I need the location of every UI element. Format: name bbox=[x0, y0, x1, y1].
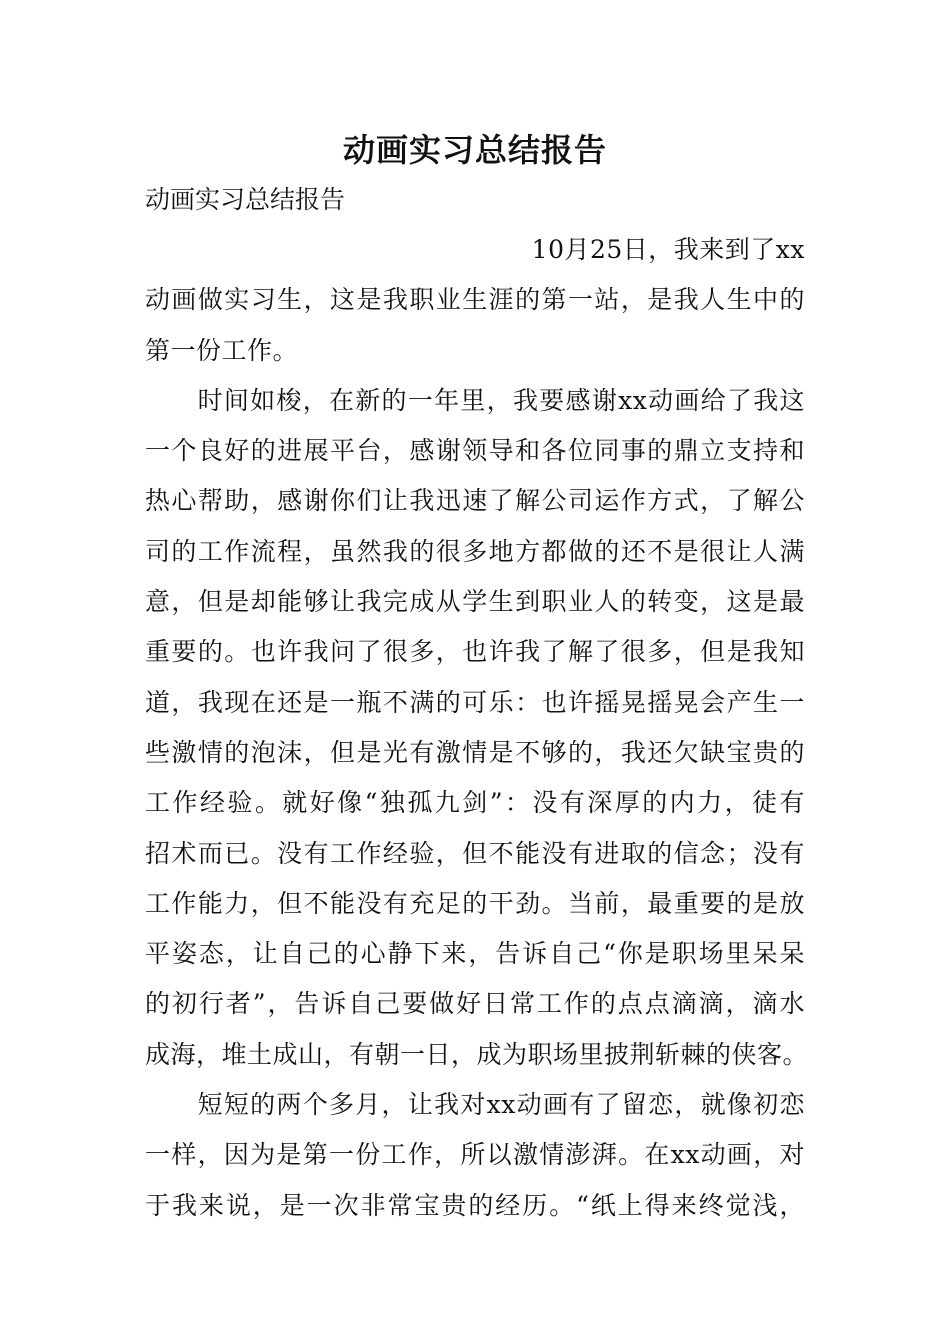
text-line: 于我来说，是一次非常宝贵的经历。“纸上得来终觉浅， bbox=[145, 1190, 805, 1220]
text-line: 工作经验。就好像“独孤九剑”：没有深厚的内力，徒有 bbox=[145, 788, 805, 818]
document-subtitle: 动画实习总结报告 bbox=[145, 185, 346, 214]
text-line: 时间如梭，在新的一年里，我要感谢xx动画给了我这 bbox=[145, 385, 805, 415]
text-line: 动画做实习生，这是我职业生涯的第一站，是我人生中的 bbox=[145, 285, 805, 315]
text-line: 工作能力，但不能没有充足的干劲。当前，最重要的是放 bbox=[145, 888, 805, 918]
text-line: 些激情的泡沫，但是光有激情是不够的，我还欠缺宝贵的 bbox=[145, 737, 805, 767]
text-line: 道，我现在还是一瓶不满的可乐：也许摇晃摇晃会产生一 bbox=[145, 687, 805, 717]
document-title: 动画实习总结报告 bbox=[342, 131, 607, 169]
text-line: 司的工作流程，虽然我的很多地方都做的还不是很让人满 bbox=[145, 536, 805, 566]
text-line: 招术而已。没有工作经验，但不能没有进取的信念；没有 bbox=[145, 838, 805, 868]
text-line: 10月25日，我来到了xx bbox=[531, 235, 805, 264]
text-line: 短短的两个多月，让我对xx动画有了留恋，就像初恋 bbox=[145, 1090, 805, 1120]
text-line: 平姿态，让自己的心静下来，告诉自己“你是职场里呆呆 bbox=[145, 939, 805, 969]
text-line: 的初行者”，告诉自己要做好日常工作的点点滴滴，滴水 bbox=[145, 989, 805, 1019]
text-line: 意，但是却能够让我完成从学生到职业人的转变，这是最 bbox=[145, 587, 805, 617]
text-line: 一个良好的进展平台，感谢领导和各位同事的鼎立支持和 bbox=[145, 436, 805, 466]
text-line: 重要的。也许我问了很多，也许我了解了很多，但是我知 bbox=[145, 637, 805, 667]
body-text bbox=[145, 228, 809, 1234]
text-line: 第一份工作。 bbox=[145, 335, 299, 365]
text-line: 热心帮助，感谢你们让我迅速了解公司运作方式，了解公 bbox=[145, 486, 805, 516]
text-line: 一样，因为是第一份工作，所以激情澎湃。在xx动画，对 bbox=[145, 1140, 805, 1170]
text-line: 成海，堆土成山，有朝一日，成为职场里披荆斩棘的侠客。 bbox=[145, 1039, 809, 1069]
